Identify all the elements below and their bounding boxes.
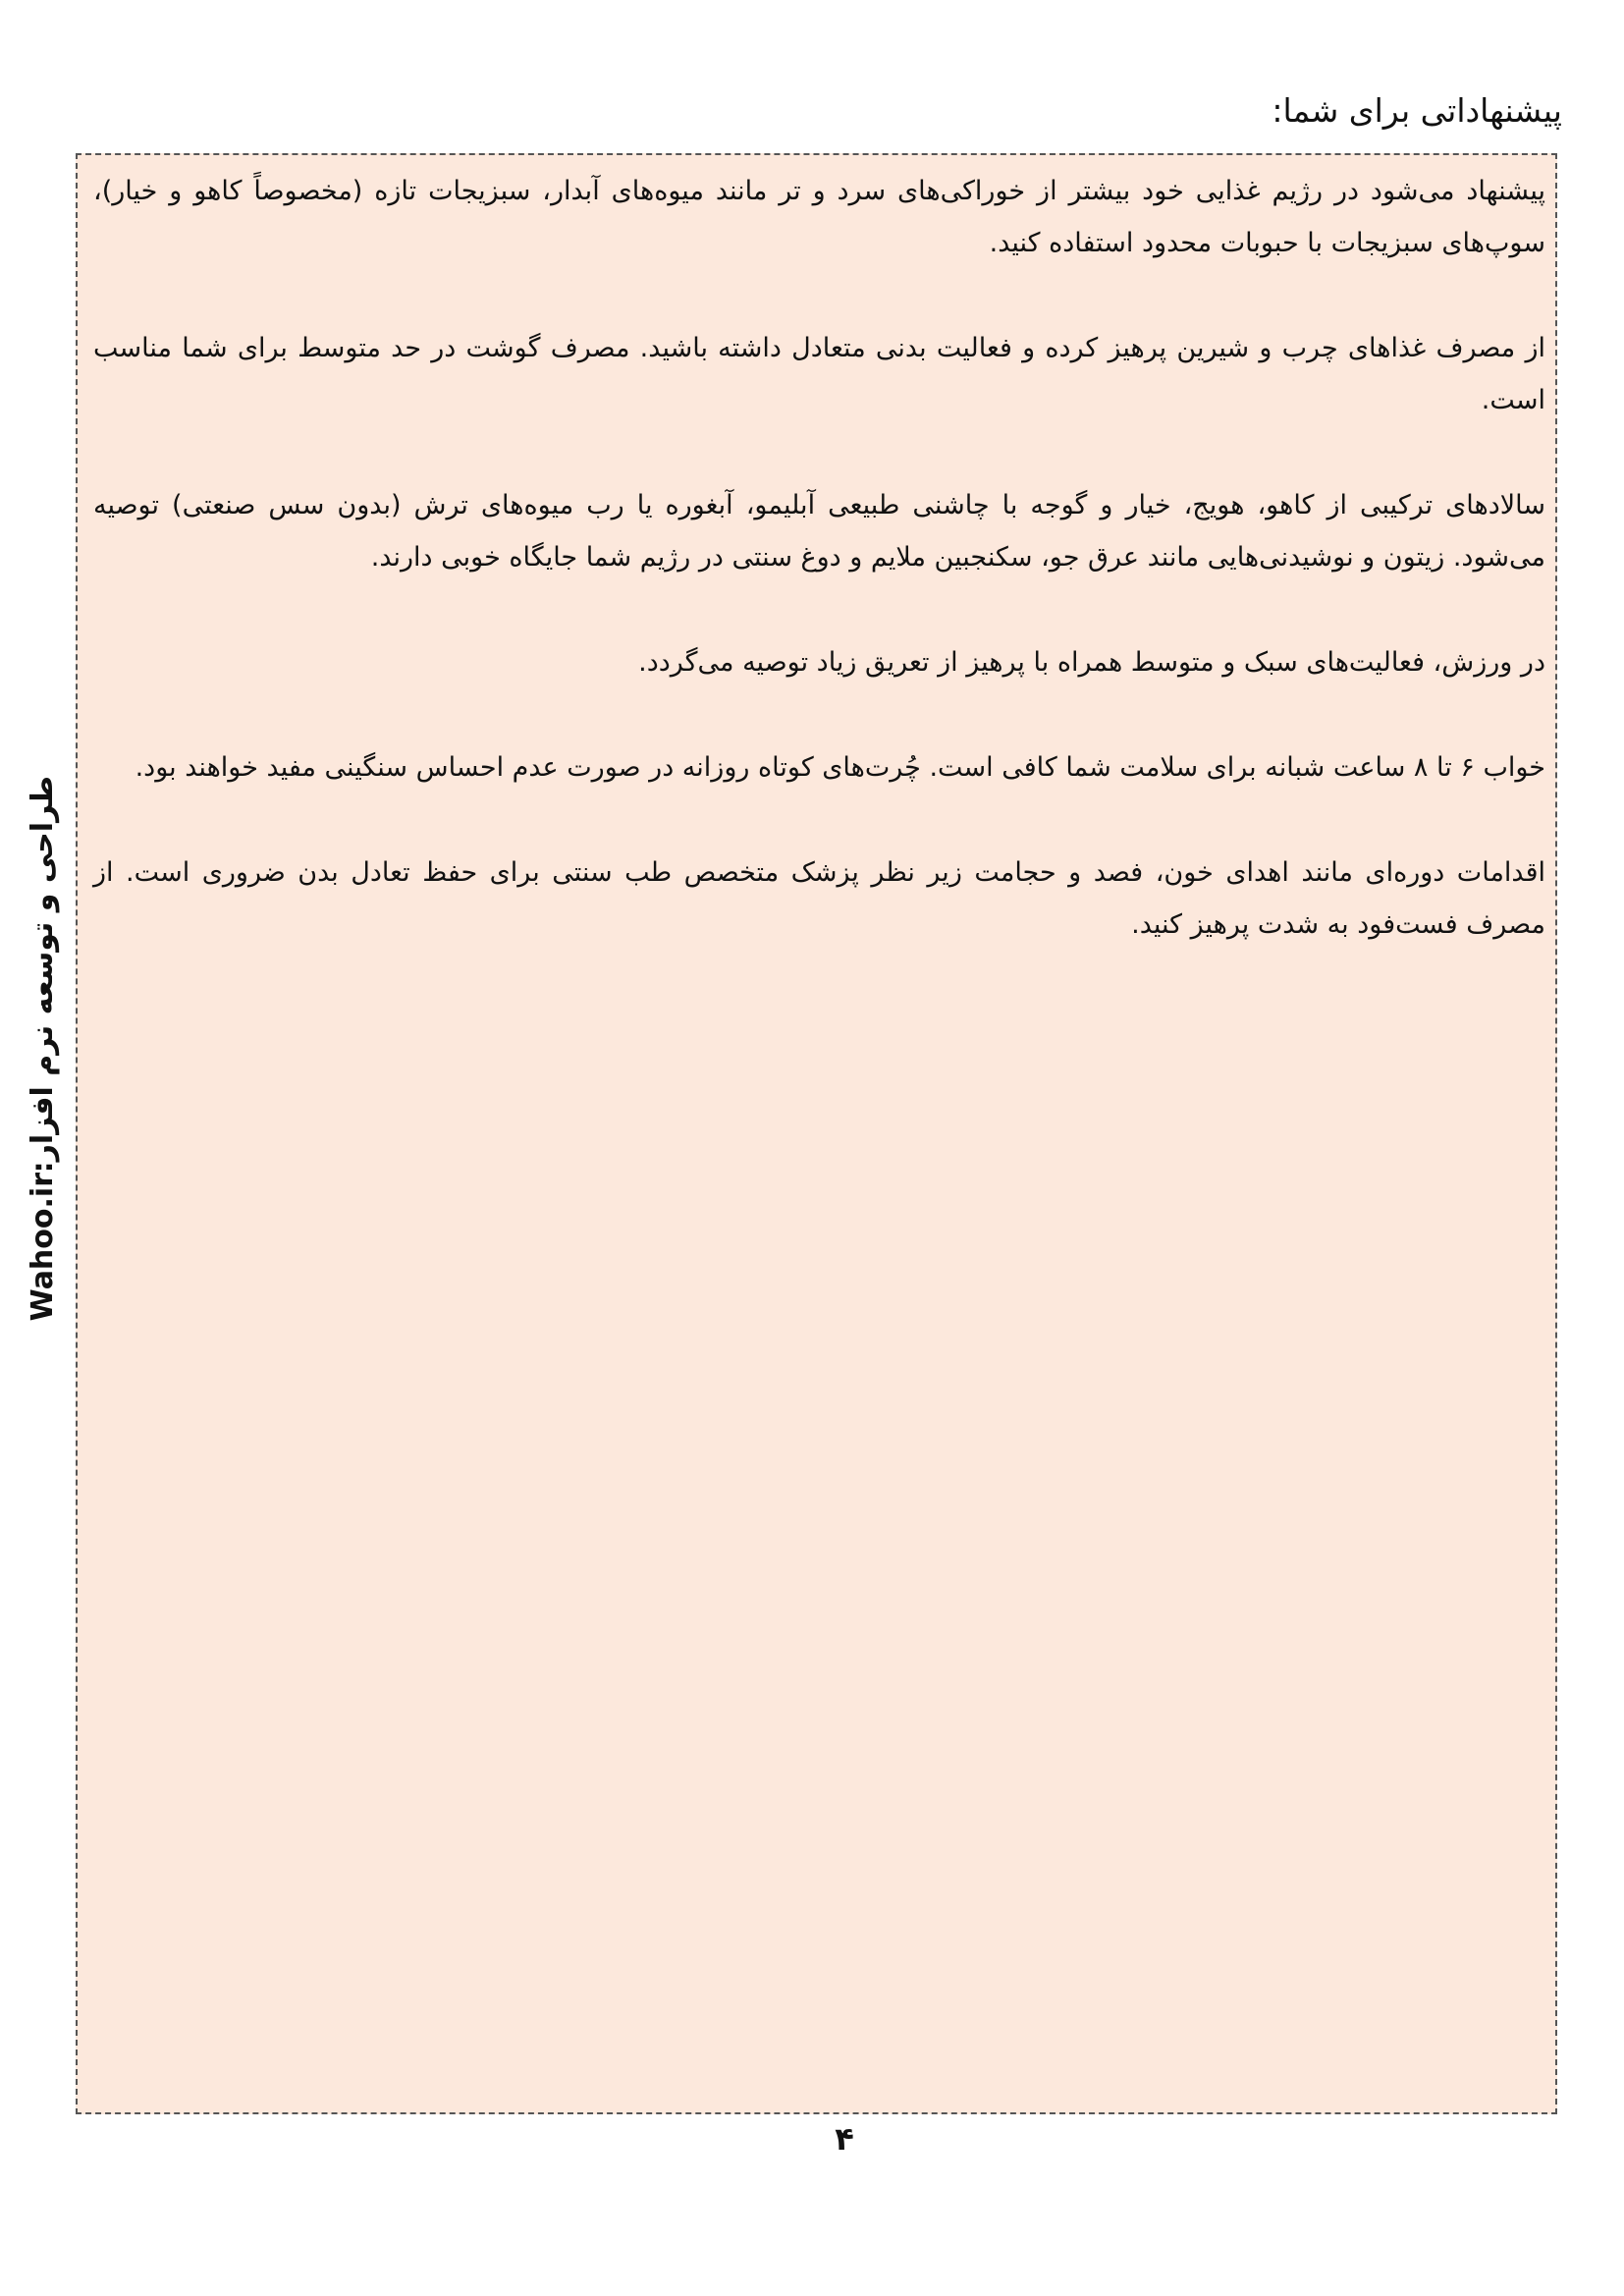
recommendations-box bbox=[76, 153, 1557, 2114]
recommendation-paragraph: اقدامات دوره‌ای مانند اهدای خون، فصد و حجامت زیر نظر پزشک متخصص طب سنتی برای حفظ تعادل بدن ضروری است. از مصرف فست‌فود به شدت پرهیز کنید. bbox=[93, 857, 1545, 940]
recommendation-paragraph: پیشنهاد می‌شود در رژیم غذایی خود بیشتر از خوراکی‌های سرد و تر مانند میوه‌های آبدار، سبزیجات تازه (مخصوصاً کاهو و خیار)‏، سوپ‌های سبزیجات با حبوبات محدود استفاده کنید. bbox=[93, 176, 1545, 258]
side-credit bbox=[14, 776, 73, 1322]
recommendation-paragraph: خواب ۶ تا ۸ ساعت شبانه برای سلامت شما کافی است. چُرت‌های کوتاه روزانه در صورت عدم احساس سنگینی مفید خواهند بود. bbox=[135, 752, 1545, 783]
page-title: پیشنهاداتی برای شما: bbox=[1272, 91, 1562, 130]
side-credit-label: طراحی و توسعه نرم افزار: bbox=[26, 776, 60, 1174]
recommendation-paragraph: در ورزش، فعالیت‌های سبک و متوسط همراه با پرهیز از تعریق زیاد توصیه می‌گردد. bbox=[638, 647, 1545, 678]
page-number: ۴ bbox=[835, 2120, 854, 2158]
side-credit-site: Wahoo.ir bbox=[26, 1173, 60, 1322]
recommendation-paragraph: از مصرف غذاهای چرب و شیرین پرهیز کرده و فعالیت بدنی متعادل داشته باشید. مصرف گوشت در حد متوسط برای شما مناسب است. bbox=[93, 333, 1545, 415]
recommendations-text bbox=[78, 155, 1555, 951]
recommendation-paragraph: سالادهای ترکیبی از کاهو، هویج، خیار و گوجه با چاشنی طبیعی آبلیمو، آبغوره یا رب میوه‌های ترش (بدون سس صنعتی) توصیه می‌شود. زیتون و نوشیدنی‌هایی مانند عرق جو، سکنجبین ملایم و دوغ سنتی در رژیم شما جایگاه خوبی دارند. bbox=[93, 490, 1545, 573]
